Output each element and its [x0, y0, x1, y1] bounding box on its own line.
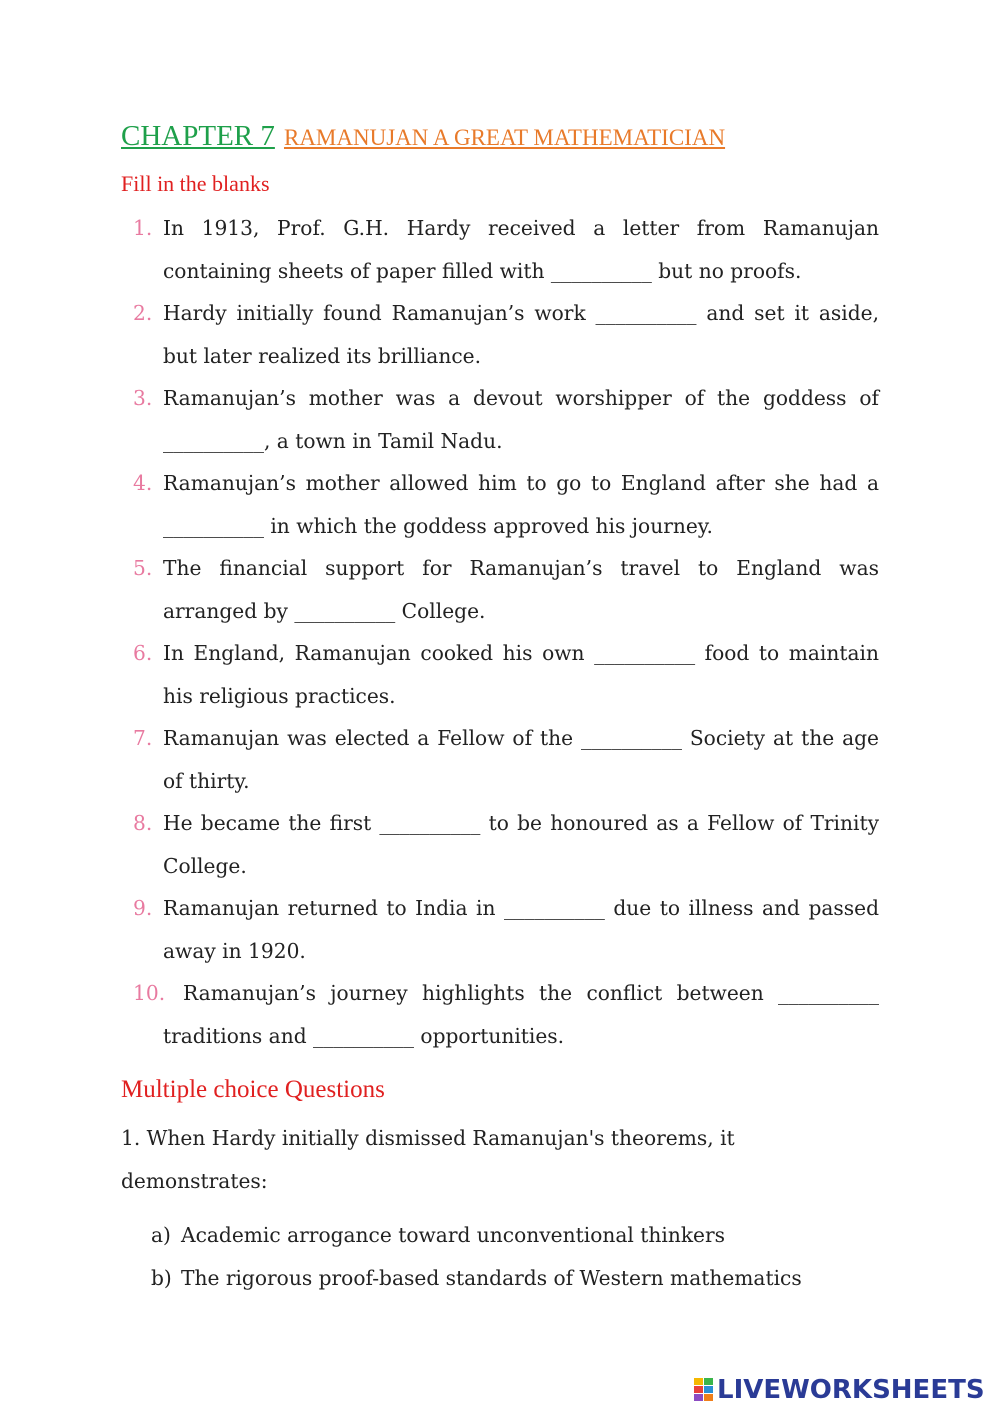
item-text: Ramanujan returned to India in __________ due to illness and passed away in 1920.: [163, 896, 879, 963]
chapter-heading: [121, 120, 725, 153]
fill-in-blanks-heading: Fill in the blanks: [121, 171, 270, 196]
mcq-options: [151, 1214, 802, 1299]
logo-icon: [693, 1376, 715, 1404]
mcq-option[interactable]: [151, 1214, 802, 1257]
logo-text: LIVEWORKSHEETS: [717, 1375, 985, 1405]
chapter-label: CHAPTER 7: [121, 120, 275, 152]
item-number: 4.: [133, 471, 153, 495]
option-letter: b): [151, 1265, 172, 1290]
item-text: The financial support for Ramanujan’s travel to England was arranged by __________ College.: [163, 556, 879, 623]
list-item: [121, 462, 879, 547]
item-text: Ramanujan’s mother was a devout worshipper of the goddess of __________, a town in Tamil Nadu.: [163, 386, 879, 453]
mcq-heading: Multiple choice Questions: [121, 1076, 385, 1103]
item-number: 8.: [133, 811, 153, 835]
mcq-question: 1. When Hardy initially dismissed Ramanujan's theorems, it demonstrates:: [121, 1126, 735, 1193]
option-letter: a): [151, 1223, 171, 1247]
item-number: 9.: [133, 896, 153, 920]
item-number: 1.: [133, 216, 153, 240]
list-item: [121, 887, 879, 972]
option-text: Academic arrogance toward unconventional thinkers: [181, 1223, 726, 1247]
item-number: 2.: [133, 301, 153, 325]
list-item: [121, 717, 879, 802]
item-number: 7.: [133, 726, 153, 750]
list-item: [121, 292, 879, 377]
item-text: Hardy initially found Ramanujan’s work __________ and set it aside, but later realized its brilliance.: [163, 301, 879, 368]
item-text: He became the first __________ to be honoured as a Fellow of Trinity College.: [163, 811, 879, 878]
list-item: [121, 547, 879, 632]
item-text: Ramanujan’s journey highlights the conflict between __________ traditions and __________ opportunities.: [163, 981, 879, 1048]
list-item: [121, 802, 879, 887]
mcq-option[interactable]: [151, 1257, 802, 1300]
fill-in-blanks-list: [121, 207, 879, 1057]
list-item: [121, 632, 879, 717]
item-text: In 1913, Prof. G.H. Hardy received a letter from Ramanujan containing sheets of paper filled with __________ but no proofs.: [163, 216, 879, 283]
list-item: [121, 207, 879, 292]
chapter-title: RAMANUJAN A GREAT MATHEMATICIAN: [283, 125, 726, 150]
option-text: The rigorous proof-based standards of Western mathematics: [181, 1265, 802, 1290]
item-text: In England, Ramanujan cooked his own __________ food to maintain his religious practices.: [163, 641, 879, 708]
list-item: [121, 377, 879, 462]
item-text: Ramanujan’s mother allowed him to go to England after she had a __________ in which the goddess approved his journey.: [163, 471, 879, 538]
item-number: 5.: [133, 556, 153, 580]
item-number: 10.: [133, 981, 166, 1005]
item-text: Ramanujan was elected a Fellow of the __________ Society at the age of thirty.: [163, 726, 879, 793]
liveworksheets-logo: [693, 1374, 985, 1406]
item-number: 3.: [133, 386, 153, 410]
list-item: [121, 972, 879, 1057]
item-number: 6.: [133, 641, 153, 665]
